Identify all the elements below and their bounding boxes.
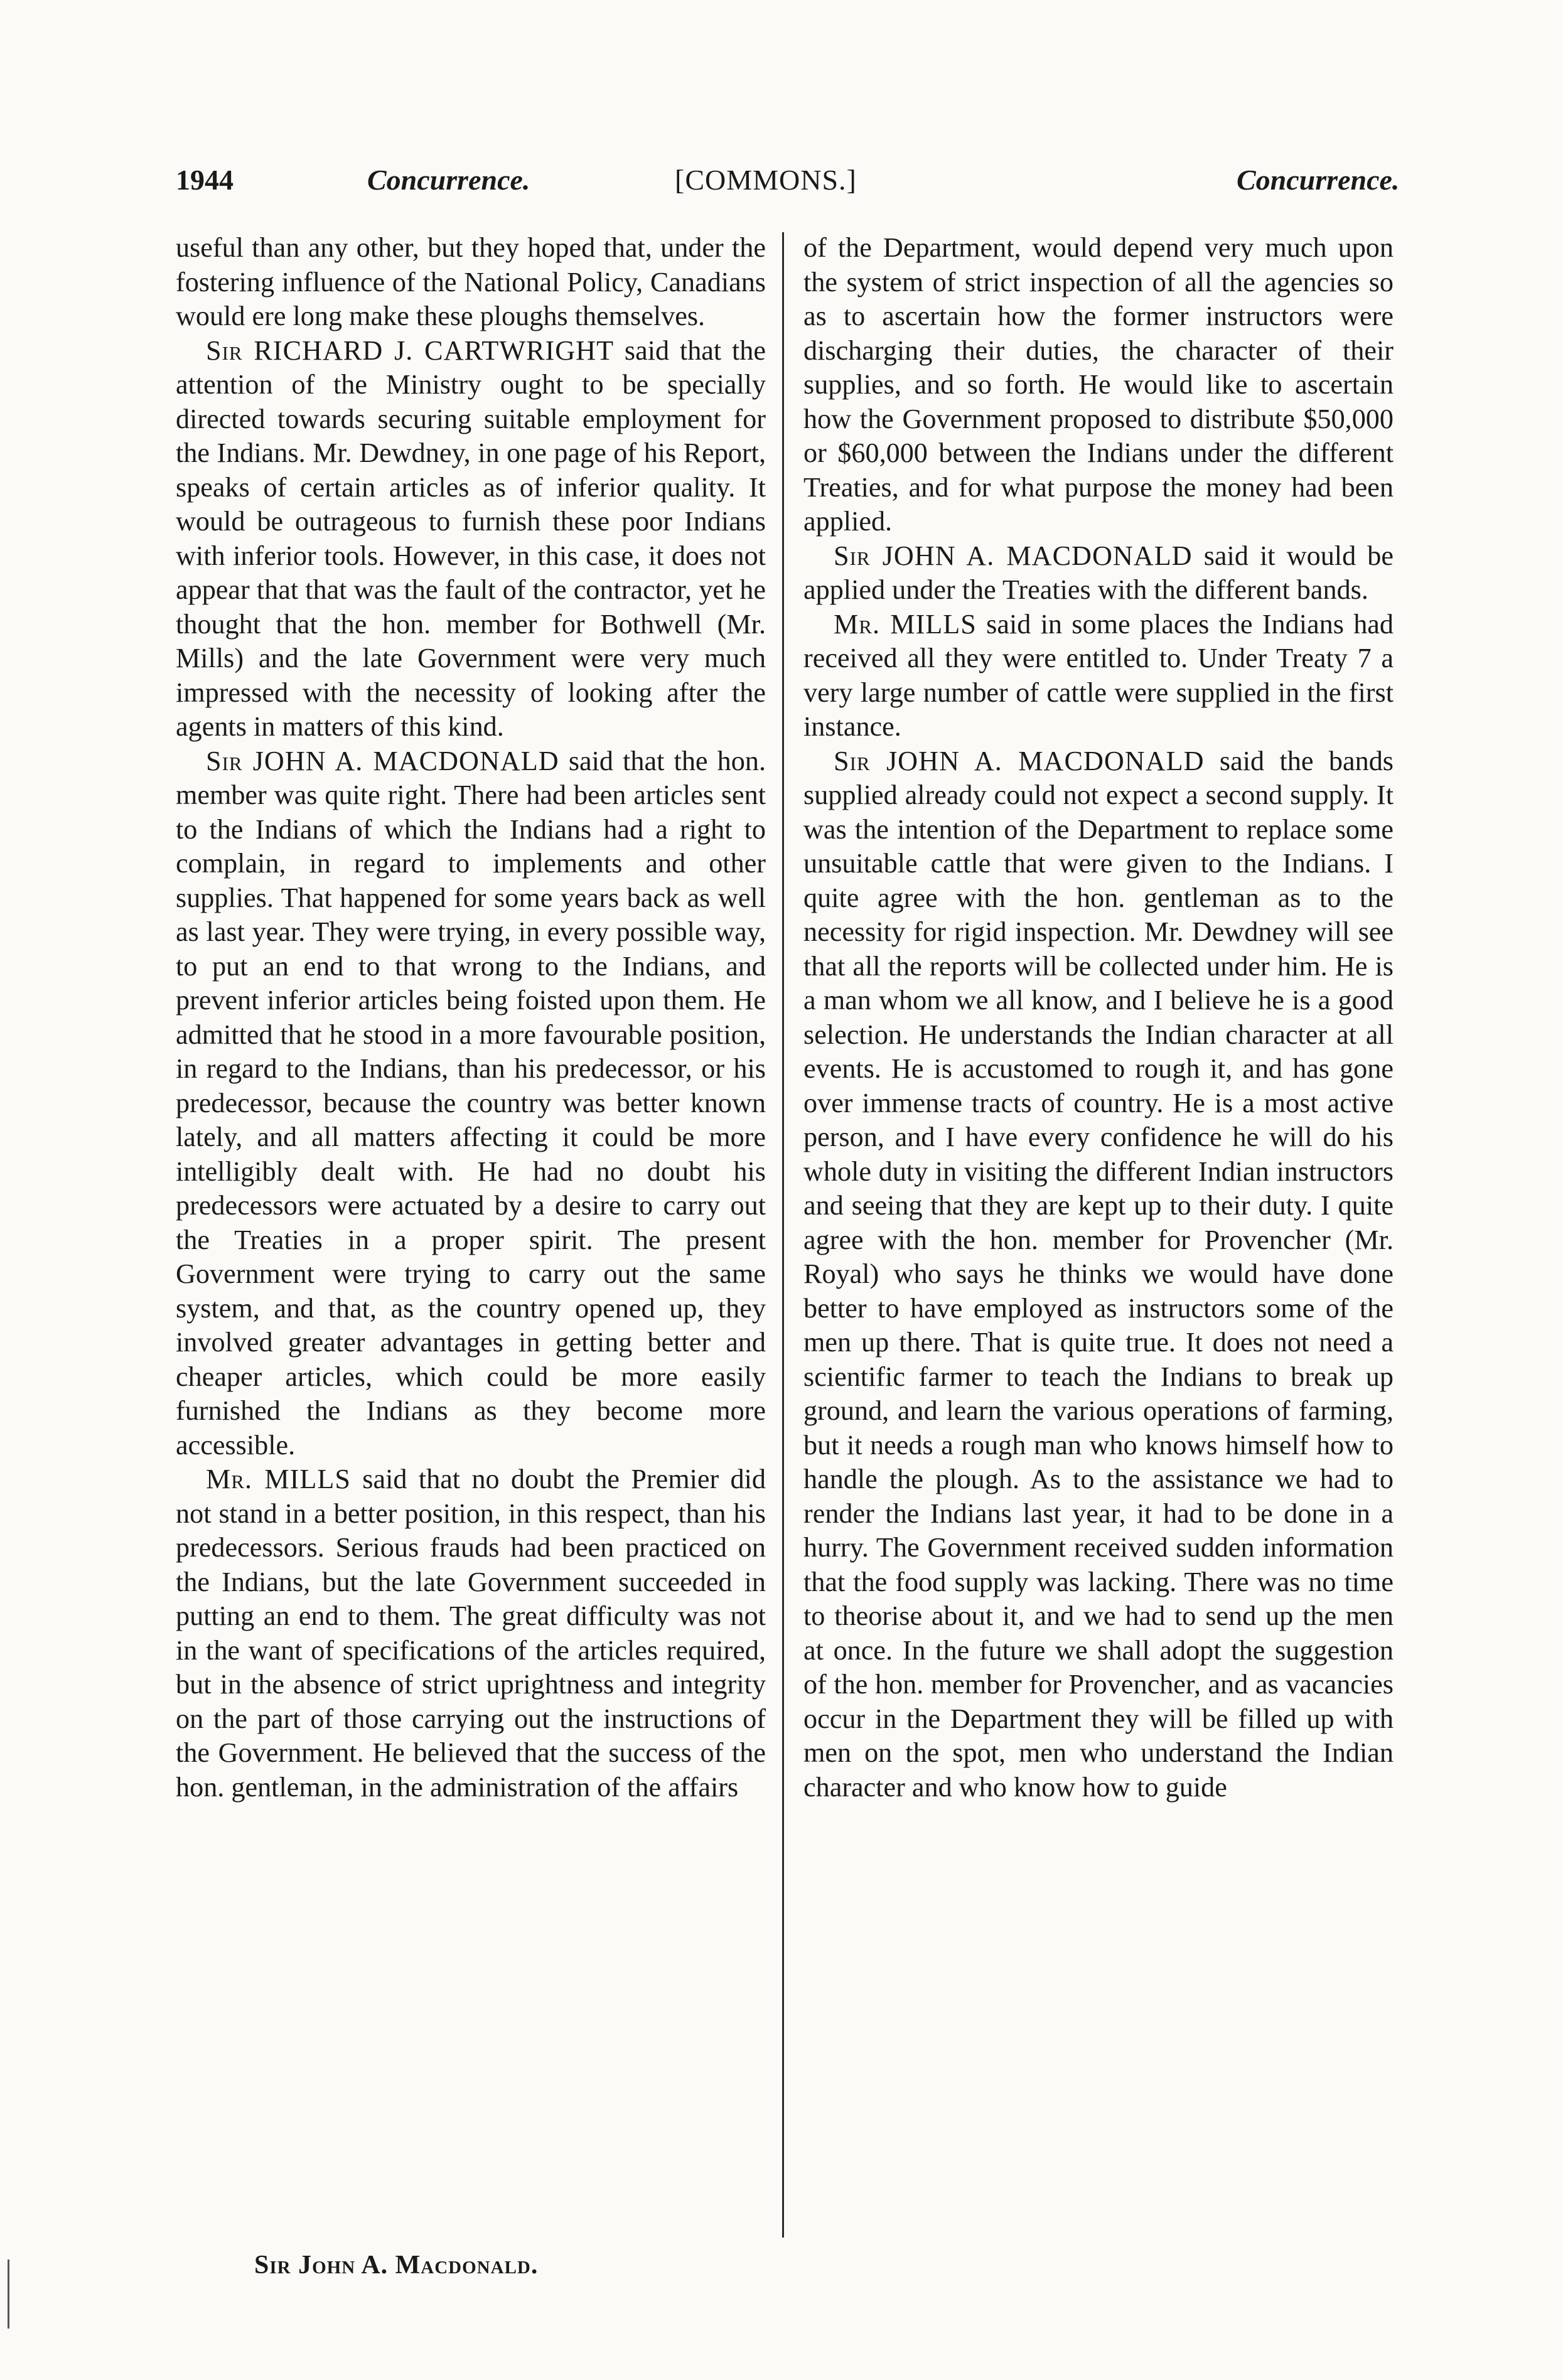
- right-running-title: Concurrence.: [1237, 164, 1400, 196]
- paragraph-text: useful than any other, but they hoped that, under the fostering influence of the National Policy, Canadians would ere long make these ploughs themselves.: [176, 232, 766, 331]
- paragraph-text: said it would be applied under the Treaties with the different bands.: [803, 540, 1394, 605]
- paragraph-text: said the bands supplied already could not expect a second supply. It was the intention of the Department to replace some unsuitable cattle that were given to the Indians. I quite agree with the hon. gentleman as to the necessity for rigid inspection. Mr. Dewdney will see that all the reports will be collected under him. He is a man whom we all know, and I believe he is a good selection. He understands the Indian character at all events. He is accustomed to rough it, and has gone over immense tracts of country. He is a most active person, and I have every confidence he will do his whole duty in visiting the different Indian instructors and seeing that they are kept up to their duty. I quite agree with the hon. member for Provencher (Mr. Royal) who says he thinks we would have done better to have employed as instructors some of the men up there. That is quite true. It does not need a scientific farmer to teach the Indians to break up ground, and learn the various operations of farming, but it needs a rough man who knows himself how to handle the plough. As to the assistance we had to render the Indians last year, it had to be done in a hurry. The Government received sudden information that the food supply was lacking. There was no time to theorise about it, and we had to send up the men at once. In the future we shall adopt the suggestion of the hon. member for Provencher, and as vacancies occur in the Department they will be filled up with men on the spot, men who understand the Indian character and who know how to guide: [803, 745, 1394, 1803]
- speaker-name: Sir JOHN A. MACDONALD: [834, 540, 1193, 571]
- right-column: [803, 231, 1394, 1804]
- speaker-name: Sir JOHN A. MACDONALD: [834, 745, 1205, 776]
- speaker-name: Sir JOHN A. MACDONALD: [206, 745, 559, 776]
- paragraph-text: said that no doubt the Premier did not stand in a better position, in this respect, than his predecessors. Serious frauds had been practiced on the Indians, but the late Government succeeded in putting an end to them. The great difficulty was not in the want of specifications of the articles required, but in the absence of strict uprightness and integrity on the part of those carrying out the instructions of the Government. He believed that the success of the hon. gentleman, in the administration of the affairs: [176, 1464, 766, 1803]
- speaker-name: Mr. MILLS: [834, 608, 977, 640]
- paragraph: [803, 231, 1394, 539]
- paragraph: [803, 608, 1394, 744]
- paragraph: [176, 1462, 766, 1804]
- paragraph: [803, 744, 1394, 1805]
- scan-margin-mark: [8, 2259, 9, 2329]
- page-number: 1944: [176, 164, 234, 196]
- paragraph: [803, 539, 1394, 608]
- paragraph: [176, 744, 766, 1463]
- left-running-title: Concurrence.: [367, 164, 530, 196]
- paragraph: [176, 334, 766, 744]
- running-header: [176, 157, 1400, 213]
- speaker-name: Sir RICHARD J. CARTWRIGHT: [206, 335, 615, 366]
- catchword-footer: Sir John A. Macdonald.: [254, 2251, 539, 2280]
- column-divider: [782, 232, 784, 2238]
- paragraph-text: said in some places the Indians had received all they were entitled to. Under Treaty 7 a very large number of cattle were supplied in the first instance.: [803, 608, 1394, 742]
- paragraph-text: said that the hon. member was quite right. There had been articles sent to the Indians of which the Indians had a right to complain, in regard to implements and other supplies. That happened for some years back as well as last year. They were trying, in every possible way, to put an end to that wrong to the Indians, and prevent inferior articles being foisted upon them. He admitted that he stood in a more favourable position, in regard to the Indians, than his predecessor, or his predecessor, because the country was better known lately, and all matters affecting it could be more intelligibly dealt with. He had no doubt his predecessors were actuated by a desire to carry out the Treaties in a proper spirit. The present Government were trying to carry out the same system, and that, as the country opened up, they involved greater advantages in getting better and cheaper articles, which could be more easily furnished the Indians as they become more accessible.: [176, 745, 766, 1461]
- paragraph: [176, 231, 766, 334]
- left-column: [176, 231, 766, 1804]
- house-title: [COMMONS.]: [675, 164, 857, 196]
- paragraph-text: said that the attention of the Ministry ought to be specially directed towards securing suitable employment for the Indians. Mr. Dewdney, in one page of his Report, speaks of certain articles as of inferior quality. It would be outrageous to furnish these poor Indians with inferior tools. However, in this case, it does not appear that that was the fault of the contractor, yet he thought that the hon. member for Bothwell (Mr. Mills) and the late Government were very much impressed with the necessity of looking after the agents in matters of this kind.: [176, 335, 766, 742]
- hansard-page: [176, 157, 1400, 2341]
- speaker-name: Mr. MILLS: [206, 1464, 351, 1494]
- paragraph-text: of the Department, would depend very much upon the system of strict inspection of all the agencies so as to ascertain how the former instructors were discharging their duties, the character of their supplies, and so forth. He would like to ascertain how the Government proposed to distribute $50,000 or $60,000 between the Indians under the different Treaties, and for what purpose the money had been applied.: [803, 232, 1394, 537]
